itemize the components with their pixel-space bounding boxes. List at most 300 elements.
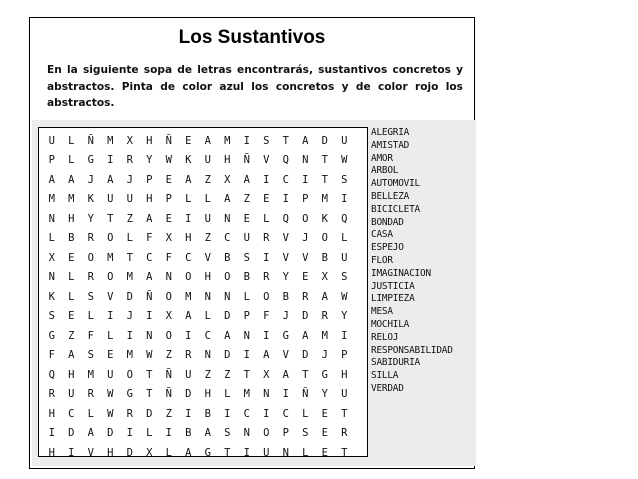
grid-letter: N	[243, 329, 250, 342]
instructions-text: En la siguiente sopa de letras encontrarás, sustantivos concretos y abstractos. Pinta de color azul los concretos y de color rojo los abstractos.	[47, 64, 463, 109]
grid-letter: F	[263, 310, 270, 323]
letter-grid-frame	[38, 127, 368, 457]
grid-letter: N	[204, 290, 211, 303]
grid-letter: T	[224, 446, 231, 459]
grid-letter: K	[185, 154, 192, 167]
grid-letter: P	[341, 349, 348, 362]
grid-letter: X	[48, 251, 55, 264]
grid-letter: E	[165, 212, 172, 225]
grid-letter: E	[68, 251, 75, 264]
grid-letter: M	[243, 388, 250, 401]
grid-letter: X	[146, 446, 153, 459]
worksheet-title: Los Sustantivos	[178, 27, 326, 48]
grid-letter: S	[341, 173, 348, 186]
grid-letter: N	[243, 427, 250, 440]
grid-letter: R	[341, 427, 348, 440]
grid-letter: G	[204, 446, 211, 459]
grid-letter: A	[146, 271, 153, 284]
grid-letter: M	[126, 349, 133, 362]
grid-letter: U	[341, 251, 348, 264]
grid-letter: O	[126, 368, 133, 381]
grid-letter: L	[341, 232, 348, 245]
grid-letter: L	[204, 193, 211, 206]
grid-letter: O	[302, 212, 309, 225]
grid-letter: L	[185, 193, 192, 206]
grid-letter: K	[48, 290, 55, 303]
word-list-item: RELOJ	[371, 331, 399, 343]
grid-letter: M	[224, 134, 231, 147]
grid-letter: V	[107, 290, 114, 303]
grid-letter: P	[243, 310, 250, 323]
grid-letter: D	[302, 310, 309, 323]
grid-letter: D	[146, 407, 153, 420]
grid-letter: I	[68, 446, 75, 459]
grid-letter: Z	[204, 368, 211, 381]
word-list-item: AMISTAD	[371, 139, 410, 151]
grid-letter: P	[48, 154, 55, 167]
grid-letter: I	[243, 134, 250, 147]
grid-letter: R	[302, 290, 309, 303]
grid-letter: B	[321, 251, 328, 264]
grid-letter: U	[48, 134, 55, 147]
grid-letter: G	[87, 154, 94, 167]
grid-letter: U	[68, 388, 75, 401]
grid-letter: A	[263, 349, 270, 362]
grid-letter: R	[185, 349, 192, 362]
grid-letter: Z	[165, 349, 172, 362]
word-list-item: SABIDURIA	[371, 357, 420, 369]
grid-letter: I	[302, 173, 309, 186]
grid-letter: D	[302, 349, 309, 362]
grid-letter: E	[68, 310, 75, 323]
word-list-item: ARBOL	[371, 165, 399, 177]
grid-letter: C	[224, 232, 231, 245]
grid-letter: A	[204, 427, 211, 440]
grid-letter: T	[341, 407, 348, 420]
grid-letter: H	[107, 446, 114, 459]
grid-letter: M	[126, 271, 133, 284]
grid-letter: S	[87, 349, 94, 362]
grid-letter: F	[87, 329, 94, 342]
grid-letter: B	[224, 251, 231, 264]
grid-letter: A	[185, 173, 192, 186]
grid-letter: I	[107, 154, 114, 167]
word-list-item: CASA	[371, 229, 393, 241]
grid-letter: F	[165, 251, 172, 264]
grid-letter: N	[48, 212, 55, 225]
grid-letter: E	[185, 134, 192, 147]
grid-letter: I	[224, 407, 231, 420]
grid-letter: O	[224, 271, 231, 284]
word-list-item: LIMPIEZA	[371, 293, 415, 305]
word-list-item: MESA	[371, 306, 393, 318]
grid-letter: P	[282, 427, 289, 440]
word-list-item: RESPONSABILIDAD	[371, 344, 453, 356]
word-list-item: BELLEZA	[371, 190, 410, 202]
grid-letter: H	[146, 193, 153, 206]
grid-letter: N	[263, 388, 270, 401]
grid-letter: E	[321, 446, 328, 459]
grid-letter: G	[126, 388, 133, 401]
grid-letter: D	[68, 427, 75, 440]
grid-letter: R	[321, 310, 328, 323]
grid-letter: O	[165, 290, 172, 303]
grid-letter: U	[185, 368, 192, 381]
grid-letter: F	[146, 232, 153, 245]
grid-letter: I	[282, 193, 289, 206]
grid-letter: J	[126, 310, 133, 323]
grid-letter: G	[282, 329, 289, 342]
grid-letter: U	[107, 193, 114, 206]
grid-letter: X	[224, 173, 231, 186]
grid-letter: Z	[165, 407, 172, 420]
grid-letter: O	[107, 271, 114, 284]
grid-letter: A	[321, 290, 328, 303]
grid-letter: V	[282, 251, 289, 264]
grid-letter: L	[87, 407, 94, 420]
grid-letter: J	[87, 173, 94, 186]
grid-letter: W	[107, 388, 114, 401]
grid-letter: L	[68, 271, 75, 284]
grid-letter: C	[204, 329, 211, 342]
grid-letter: C	[68, 407, 75, 420]
grid-letter: Ñ	[165, 388, 172, 401]
grid-letter: I	[243, 349, 250, 362]
grid-letter: U	[263, 446, 270, 459]
grid-letter: J	[321, 349, 328, 362]
grid-letter: M	[107, 134, 114, 147]
grid-letter: Z	[68, 329, 75, 342]
word-list-item: AUTOMOVIL	[371, 178, 420, 190]
grid-letter: I	[341, 193, 348, 206]
grid-letter: G	[48, 329, 55, 342]
grid-letter: L	[126, 232, 133, 245]
grid-letter: I	[263, 173, 270, 186]
grid-letter: Ñ	[146, 290, 153, 303]
grid-letter: I	[341, 329, 348, 342]
grid-letter: B	[68, 232, 75, 245]
grid-letter: L	[302, 446, 309, 459]
grid-letter: C	[243, 407, 250, 420]
letter-grid	[42, 131, 354, 463]
grid-letter: R	[126, 407, 133, 420]
grid-letter: T	[341, 446, 348, 459]
grid-letter: Ñ	[302, 388, 309, 401]
grid-letter: X	[263, 368, 270, 381]
grid-letter: H	[204, 388, 211, 401]
word-list-item: AMOR	[371, 152, 393, 164]
grid-letter: S	[243, 251, 250, 264]
grid-letter: V	[282, 349, 289, 362]
grid-letter: W	[107, 407, 114, 420]
grid-letter: S	[224, 427, 231, 440]
grid-letter: O	[87, 251, 94, 264]
grid-letter: D	[321, 134, 328, 147]
grid-letter: U	[126, 193, 133, 206]
grid-letter: J	[302, 232, 309, 245]
grid-letter: B	[185, 427, 192, 440]
grid-letter: M	[321, 329, 328, 342]
grid-letter: Z	[224, 368, 231, 381]
grid-letter: I	[126, 427, 133, 440]
grid-letter: H	[204, 271, 211, 284]
grid-letter: X	[321, 271, 328, 284]
grid-letter: T	[321, 154, 328, 167]
grid-letter: T	[302, 368, 309, 381]
grid-letter: C	[282, 173, 289, 186]
grid-letter: Y	[282, 271, 289, 284]
grid-letter: A	[185, 446, 192, 459]
grid-letter: W	[341, 290, 348, 303]
grid-letter: I	[185, 212, 192, 225]
grid-letter: Q	[48, 368, 55, 381]
grid-letter: I	[185, 407, 192, 420]
grid-letter: A	[302, 329, 309, 342]
grid-letter: M	[68, 193, 75, 206]
grid-letter: A	[302, 134, 309, 147]
grid-letter: A	[68, 173, 75, 186]
grid-letter: Z	[204, 232, 211, 245]
grid-letter: H	[146, 134, 153, 147]
grid-letter: O	[263, 427, 270, 440]
grid-letter: U	[243, 232, 250, 245]
grid-letter: Ñ	[243, 154, 250, 167]
grid-letter: L	[263, 212, 270, 225]
grid-letter: B	[243, 271, 250, 284]
grid-letter: L	[165, 446, 172, 459]
grid-letter: U	[204, 154, 211, 167]
grid-letter: K	[321, 212, 328, 225]
grid-letter: J	[282, 310, 289, 323]
grid-letter: U	[341, 388, 348, 401]
grid-letter: Z	[243, 193, 250, 206]
grid-letter: A	[224, 193, 231, 206]
grid-letter: I	[243, 446, 250, 459]
grid-letter: U	[107, 368, 114, 381]
grid-letter: Y	[341, 310, 348, 323]
grid-letter: N	[302, 154, 309, 167]
grid-letter: O	[321, 232, 328, 245]
grid-letter: A	[185, 310, 192, 323]
word-list-item: VERDAD	[371, 382, 404, 394]
grid-letter: T	[321, 173, 328, 186]
grid-letter: Y	[87, 212, 94, 225]
grid-letter: T	[107, 212, 114, 225]
grid-letter: Q	[341, 212, 348, 225]
grid-letter: T	[146, 368, 153, 381]
grid-letter: R	[87, 232, 94, 245]
grid-letter: S	[48, 310, 55, 323]
grid-letter: I	[263, 251, 270, 264]
grid-letter: I	[165, 427, 172, 440]
word-list	[371, 127, 453, 396]
grid-letter: L	[302, 407, 309, 420]
grid-letter: O	[165, 329, 172, 342]
grid-letter: C	[282, 407, 289, 420]
grid-letter: Y	[146, 154, 153, 167]
grid-letter: R	[263, 232, 270, 245]
grid-letter: D	[185, 388, 192, 401]
grid-letter: H	[224, 154, 231, 167]
grid-letter: I	[282, 388, 289, 401]
grid-letter: H	[48, 446, 55, 459]
grid-letter: K	[87, 193, 94, 206]
grid-letter: C	[146, 251, 153, 264]
grid-letter: L	[68, 154, 75, 167]
grid-letter: B	[204, 407, 211, 420]
grid-letter: L	[204, 310, 211, 323]
grid-letter: I	[263, 329, 270, 342]
grid-letter: A	[282, 368, 289, 381]
grid-letter: H	[68, 212, 75, 225]
grid-letter: T	[146, 388, 153, 401]
grid-letter: M	[87, 368, 94, 381]
grid-letter: T	[243, 368, 250, 381]
grid-letter: O	[185, 271, 192, 284]
grid-letter: A	[48, 173, 55, 186]
grid-letter: N	[224, 212, 231, 225]
grid-letter: P	[165, 193, 172, 206]
grid-letter: A	[224, 329, 231, 342]
grid-letter: E	[321, 427, 328, 440]
grid-letter: M	[321, 193, 328, 206]
grid-letter: N	[165, 271, 172, 284]
grid-letter: I	[185, 329, 192, 342]
word-list-item: ALEGRIA	[371, 127, 410, 138]
grid-letter: C	[185, 251, 192, 264]
grid-letter: M	[48, 193, 55, 206]
grid-letter: R	[87, 388, 94, 401]
grid-letter: J	[126, 173, 133, 186]
grid-letter: W	[341, 154, 348, 167]
grid-letter: L	[87, 310, 94, 323]
grid-letter: V	[87, 446, 94, 459]
worksheet	[29, 17, 475, 469]
grid-letter: V	[282, 232, 289, 245]
word-list-item: ESPEJO	[371, 242, 404, 254]
grid-letter: R	[87, 271, 94, 284]
grid-letter: A	[107, 173, 114, 186]
word-search-panel	[32, 120, 476, 466]
grid-letter: L	[224, 388, 231, 401]
grid-letter: I	[126, 329, 133, 342]
grid-letter: I	[146, 310, 153, 323]
grid-letter: N	[204, 349, 211, 362]
grid-letter: Ñ	[165, 134, 172, 147]
grid-letter: L	[48, 232, 55, 245]
grid-letter: T	[282, 134, 289, 147]
grid-letter: R	[263, 271, 270, 284]
grid-letter: R	[126, 154, 133, 167]
grid-letter: H	[341, 368, 348, 381]
grid-letter: W	[165, 154, 172, 167]
grid-letter: A	[68, 349, 75, 362]
grid-letter: V	[302, 251, 309, 264]
grid-letter: M	[185, 290, 192, 303]
grid-letter: E	[321, 407, 328, 420]
grid-letter: N	[146, 329, 153, 342]
grid-letter: Z	[204, 173, 211, 186]
grid-letter: S	[341, 271, 348, 284]
grid-letter: E	[263, 193, 270, 206]
grid-letter: L	[107, 329, 114, 342]
grid-letter: R	[48, 388, 55, 401]
grid-letter: I	[263, 407, 270, 420]
grid-letter: L	[146, 427, 153, 440]
grid-letter: A	[204, 134, 211, 147]
grid-letter: S	[87, 290, 94, 303]
grid-letter: H	[68, 368, 75, 381]
word-list-item: BICICLETA	[371, 203, 420, 215]
grid-letter: E	[243, 212, 250, 225]
grid-letter: Ñ	[87, 134, 94, 147]
grid-letter: P	[146, 173, 153, 186]
grid-letter: D	[126, 446, 133, 459]
grid-letter: H	[48, 407, 55, 420]
grid-letter: U	[204, 212, 211, 225]
grid-letter: X	[165, 310, 172, 323]
grid-letter: A	[243, 173, 250, 186]
grid-letter: B	[282, 290, 289, 303]
grid-letter: S	[302, 427, 309, 440]
grid-letter: Q	[282, 212, 289, 225]
grid-letter: H	[185, 232, 192, 245]
grid-letter: N	[48, 271, 55, 284]
grid-letter: I	[48, 427, 55, 440]
grid-letter: Z	[126, 212, 133, 225]
grid-letter: E	[302, 271, 309, 284]
grid-letter: G	[321, 368, 328, 381]
grid-letter: T	[126, 251, 133, 264]
grid-letter: A	[146, 212, 153, 225]
grid-letter: P	[302, 193, 309, 206]
grid-letter: S	[263, 134, 270, 147]
grid-letter: M	[107, 251, 114, 264]
grid-letter: V	[204, 251, 211, 264]
grid-letter: X	[165, 232, 172, 245]
grid-letter: E	[165, 173, 172, 186]
grid-letter: L	[243, 290, 250, 303]
word-list-item: FLOR	[371, 254, 393, 266]
word-list-item: BONDAD	[371, 216, 404, 228]
word-list-item: IMAGINACION	[371, 267, 431, 279]
word-list-item: SILLA	[371, 370, 399, 382]
grid-letter: Ñ	[165, 368, 172, 381]
grid-letter: N	[282, 446, 289, 459]
grid-letter: Q	[282, 154, 289, 167]
grid-letter: D	[224, 349, 231, 362]
grid-letter: I	[107, 310, 114, 323]
grid-letter: D	[224, 310, 231, 323]
grid-letter: L	[68, 290, 75, 303]
grid-letter: A	[87, 427, 94, 440]
grid-letter: U	[341, 134, 348, 147]
grid-letter: O	[107, 232, 114, 245]
grid-letter: D	[107, 427, 114, 440]
grid-letter: L	[68, 134, 75, 147]
grid-letter: F	[48, 349, 55, 362]
grid-letter: X	[126, 134, 133, 147]
grid-letter: D	[126, 290, 133, 303]
grid-letter: W	[146, 349, 153, 362]
word-list-item: JUSTICIA	[371, 280, 415, 292]
grid-letter: N	[224, 290, 231, 303]
grid-letter: Y	[321, 388, 328, 401]
grid-letter: O	[263, 290, 270, 303]
word-list-item: MOCHILA	[371, 318, 410, 330]
grid-letter: E	[107, 349, 114, 362]
grid-letter: V	[263, 154, 270, 167]
